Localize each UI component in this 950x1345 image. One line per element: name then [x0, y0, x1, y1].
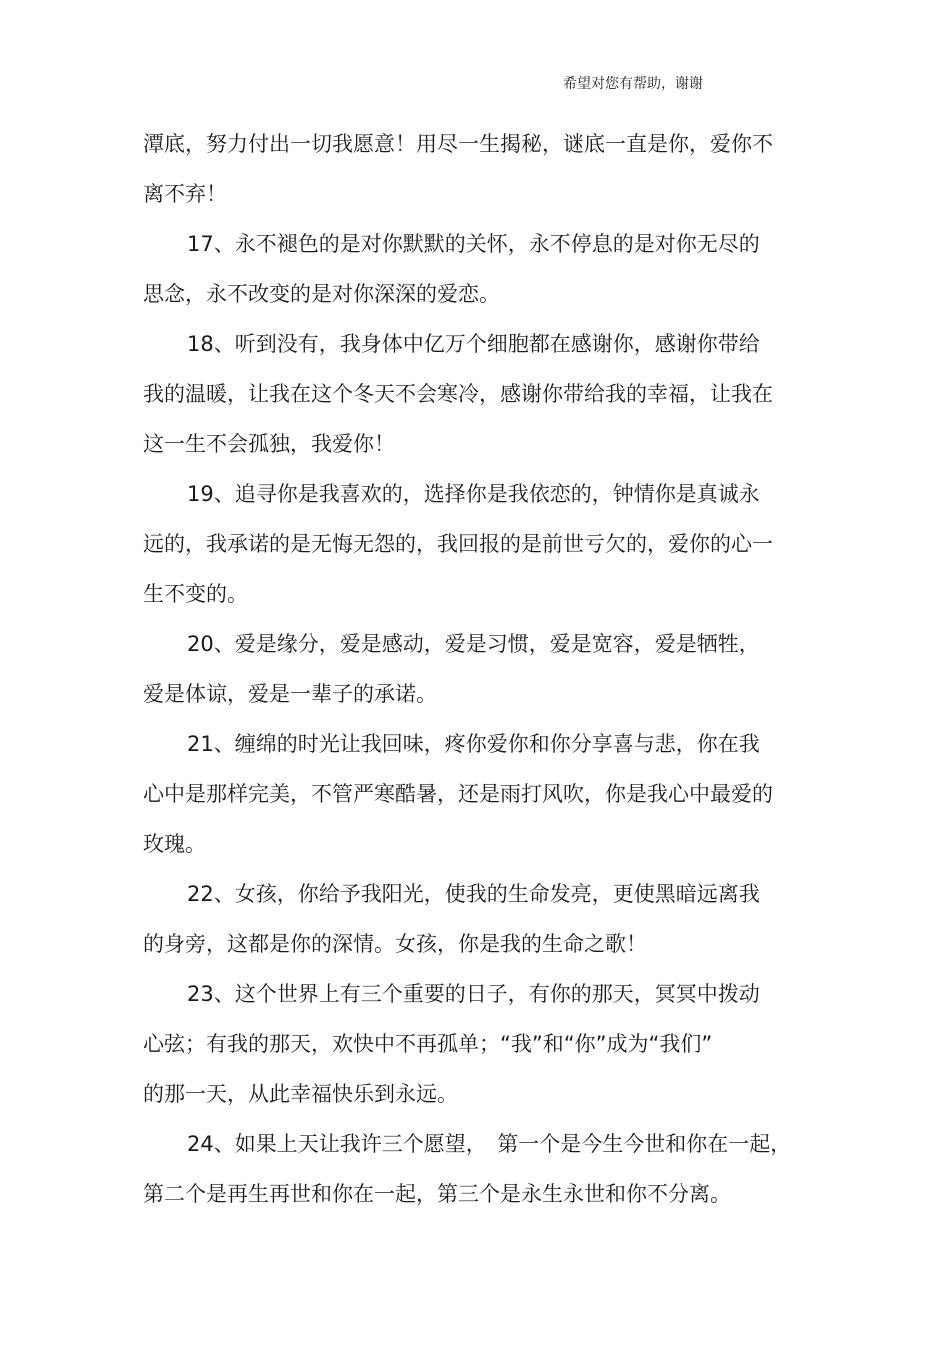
- paragraph-start-18: 18、听到没有，我身体中亿万个细胞都在感谢你，感谢你带给: [187, 332, 760, 356]
- text-line: 离不弃！: [143, 182, 227, 206]
- text-line: 远的，我承诺的是无悔无怨的，我回报的是前世亏欠的，爱你的心一: [143, 532, 773, 556]
- text-line: 心弦；有我的那天，欢快中不再孤单；“我”和“你”成为“我们”: [143, 1032, 713, 1056]
- text-line: 玫瑰。: [143, 832, 206, 856]
- text-line: 生不变的。: [143, 582, 248, 606]
- paragraph-start-24: 24、如果上天让我许三个愿望， 第一个是今生今世和你在一起，: [187, 1132, 792, 1156]
- paragraph-start-17: 17、永不褪色的是对你默默的关怀，永不停息的是对你无尽的: [187, 232, 760, 256]
- text-line: 潭底，努力付出一切我愿意！用尽一生揭秘，谜底一直是你，爱你不: [143, 132, 773, 156]
- paragraph-start-21: 21、缠绵的时光让我回味，疼你爱你和你分享喜与悲，你在我: [187, 732, 760, 756]
- text-line: 爱是体谅，爱是一辈子的承诺。: [143, 682, 437, 706]
- text-line: 的那一天，从此幸福快乐到永远。: [143, 1082, 458, 1106]
- paragraph-start-20: 20、爱是缘分，爱是感动，爱是习惯，爱是宽容，爱是牺牲，: [187, 632, 760, 656]
- text-line: 第二个是再生再世和你在一起，第三个是永生永世和你不分离。: [143, 1182, 731, 1206]
- text-line: 我的温暖，让我在这个冬天不会寒冷，感谢你带给我的幸福，让我在: [143, 382, 773, 406]
- text-line: 思念，永不改变的是对你深深的爱恋。: [143, 282, 500, 306]
- paragraph-start-23: 23、这个世界上有三个重要的日子，有你的那天，冥冥中拨动: [187, 982, 760, 1006]
- text-line: 这一生不会孤独，我爱你！: [143, 432, 395, 456]
- text-line: 的身旁，这都是你的深情。女孩，你是我的生命之歌！: [143, 932, 647, 956]
- paragraph-start-19: 19、追寻你是我喜欢的，选择你是我依恋的，钟情你是真诚永: [187, 482, 760, 506]
- paragraph-start-22: 22、女孩，你给予我阳光，使我的生命发亮，更使黑暗远离我: [187, 882, 760, 906]
- text-line: 心中是那样完美，不管严寒酷暑，还是雨打风吹，你是我心中最爱的: [143, 782, 773, 806]
- header-note: 希望对您有帮助，谢谢: [563, 76, 703, 92]
